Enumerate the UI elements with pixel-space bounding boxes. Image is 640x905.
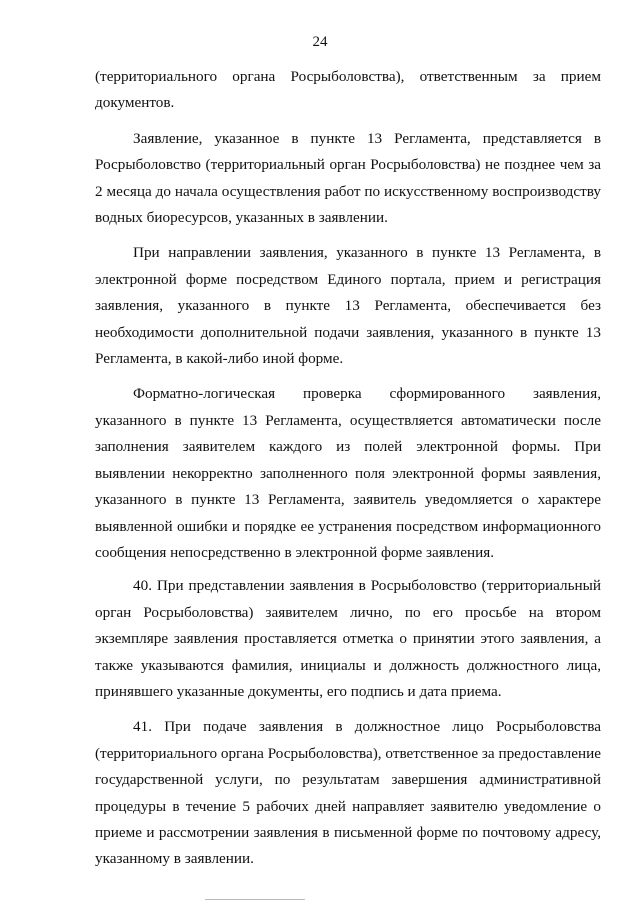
paragraph-item-40: 40. При представлении заявления в Росрыболовство (территориальный орган Росрыболовства) заявителем лично, по его просьбе на втором экземпляре заявления проставляется отметка о принятии этого заявления, а также указываются фамилия, инициалы и должность должностного лица, принявшего указанные документы, его подпись и дата приема. xyxy=(95,577,601,700)
scan-edge-mark xyxy=(205,899,305,900)
document-body xyxy=(95,64,601,882)
paragraph: При направлении заявления, указанного в пункте 13 Регламента, в электронной форме посредством Единого портала, прием и регистрация заявления, указанного в пункте 13 Регламента, обеспечивается без необходимости дополнительной подачи заявления, указанного в пункте 13 Регламента, в какой-либо иной форме. xyxy=(95,244,601,368)
paragraph-continuation: (территориального органа Росрыболовства), ответственным за прием документов. xyxy=(95,68,601,112)
page-number: 24 xyxy=(312,34,328,50)
paragraph: Форматно-логическая проверка сформированного заявления, указанного в пункте 13 Регламента, осуществляется автоматически после заполнения заявителем каждого из полей электронной формы. При выявлении некорректно заполненного поля электронной формы заявления, указанного в пункте 13 Регламента, заявитель уведомляется о характере выявленной ошибки и порядке ее устранения посредством информационного сообщения непосредственно в электронной форме заявления. xyxy=(95,385,601,561)
paragraph-item-41: 41. При подаче заявления в должностное лицо Росрыболовства (территориального органа Росрыболовства), ответственное за предоставление государственной услуги, по результатам завершения административной процедуры в течение 5 рабочих дней направляет заявителю уведомление о приеме и рассмотрении заявления в письменной форме по почтовому адресу, указанному в заявлении. xyxy=(95,718,601,868)
paragraph: Заявление, указанное в пункте 13 Регламента, представляется в Росрыболовство (территориальный орган Росрыболовства) не позднее чем за 2 месяца до начала осуществления работ по искусственному воспроизводству водных биоресурсов, указанных в заявлении. xyxy=(95,129,601,227)
